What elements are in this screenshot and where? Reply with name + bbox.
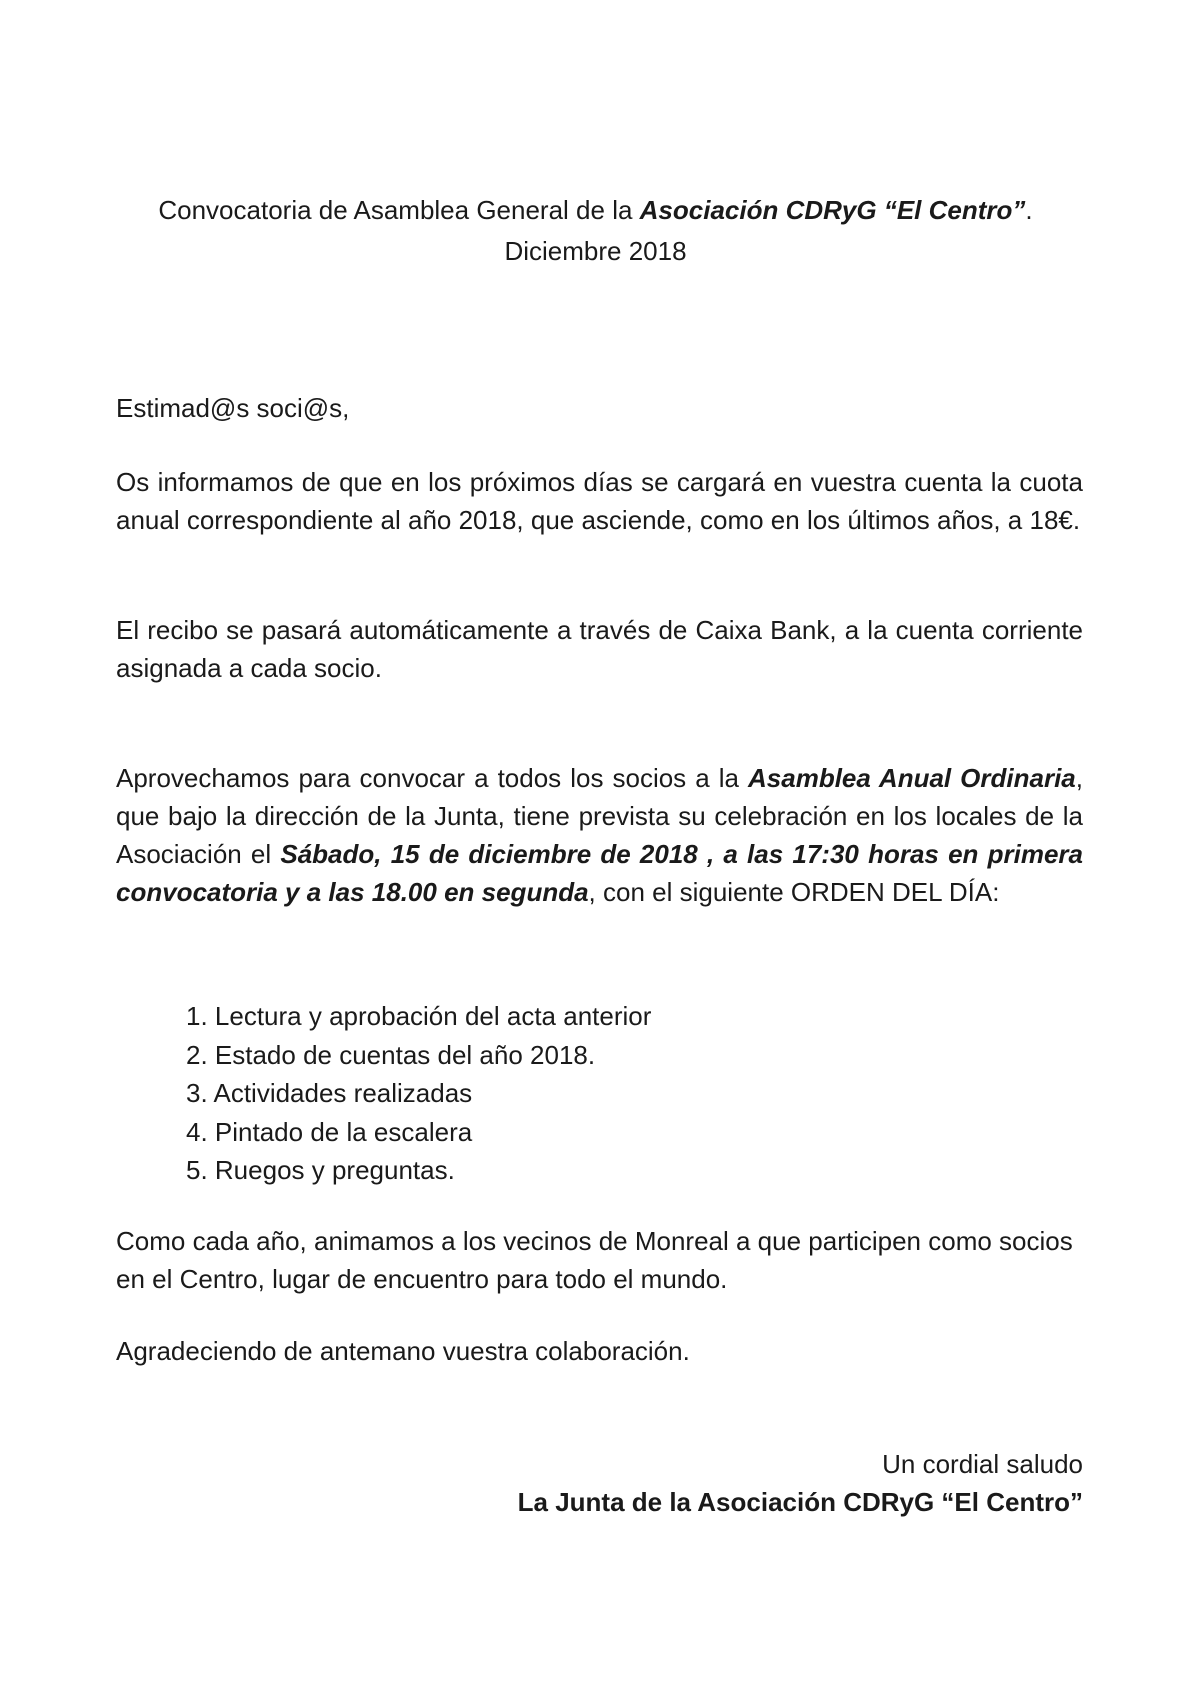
title-date: Diciembre 2018: [504, 236, 687, 266]
paragraph-thanks: Agradeciendo de antemano vuestra colaboración.: [116, 1336, 690, 1366]
agenda-item: 3. Actividades realizadas: [186, 1078, 473, 1108]
title-prefix: Convocatoria de Asamblea General de la: [158, 195, 640, 225]
closing-salutation: Un cordial saludo: [882, 1449, 1083, 1479]
paragraph-receipt: El recibo se pasará automáticamente a través de Caixa Bank, a la cuenta corriente asignada a cada socio.: [116, 615, 1083, 683]
closing-signature: La Junta de la Asociación CDRyG “El Centro”: [517, 1487, 1083, 1517]
agenda-item: 5. Ruegos y preguntas.: [186, 1155, 455, 1185]
document-title: [0, 190, 1191, 272]
assembly-name: Asamblea Anual Ordinaria: [748, 763, 1076, 793]
assembly-text-2: , que bajo la dirección de la Junta, tiene prevista su celebración en los locales de la Asociación el: [116, 763, 1083, 869]
greeting: Estimad@s soci@s,: [116, 393, 350, 423]
agenda-item: 1. Lectura y aprobación del acta anterior: [186, 1001, 652, 1031]
assembly-text-1: Aprovechamos para convocar a todos los socios a la: [116, 763, 748, 793]
paragraph-invite: Como cada año, animamos a los vecinos de Monreal a que participen como socios en el Centro, lugar de encuentro para todo el mundo.: [116, 1226, 1073, 1294]
assembly-date-time: Sábado, 15 de diciembre de 2018 , a las 17:30 horas en primera convocatoria y a las 18.00 en segunda: [116, 839, 1084, 907]
association-name: Asociación CDRyG “El Centro”: [639, 195, 1026, 225]
assembly-text-3: , con el siguiente ORDEN DEL DÍA:: [588, 877, 1000, 907]
title-suffix: .: [1025, 195, 1033, 225]
agenda-item: 2. Estado de cuentas del año 2018.: [186, 1039, 596, 1070]
agenda-list: [186, 997, 651, 1190]
closing: [518, 1445, 1083, 1521]
title-line: [0, 190, 1191, 231]
agenda-item: 4. Pintado de la escalera: [186, 1116, 473, 1147]
paragraph-fee: Os informamos de que en los próximos días se cargará en vuestra cuenta la cuota anual correspondiente al año 2018, que asciende, como en los últimos años, a 18€.: [116, 467, 1083, 535]
paragraph-assembly: [116, 759, 1083, 911]
